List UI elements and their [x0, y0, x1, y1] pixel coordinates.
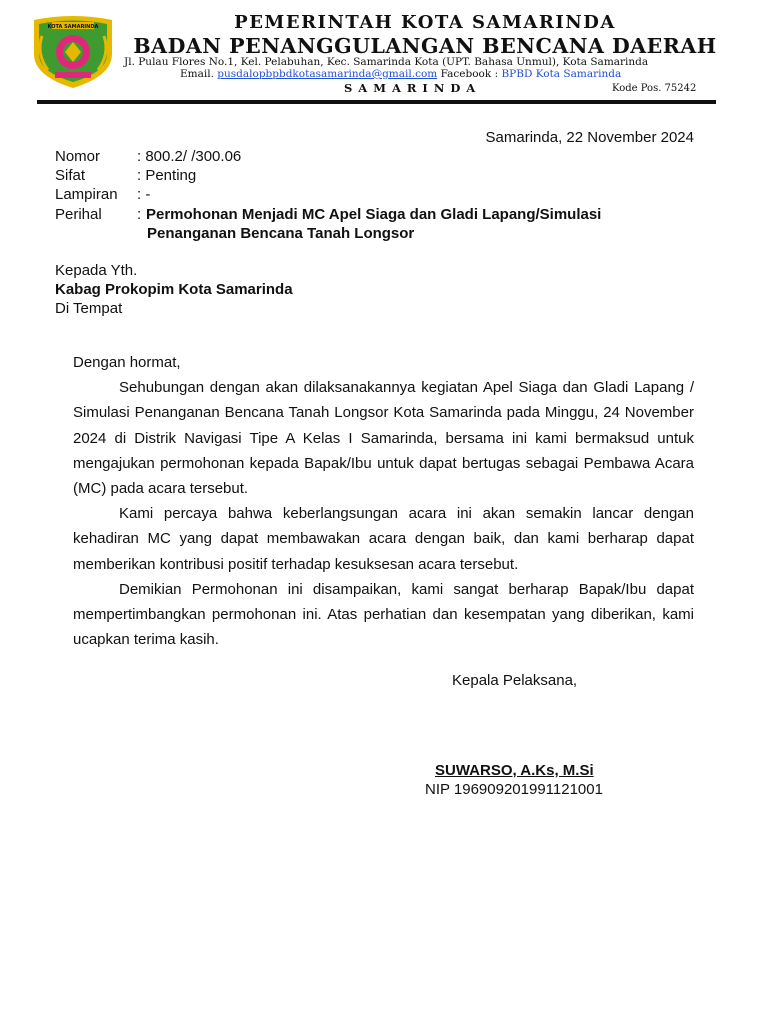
body-paragraph: Kami percaya bahwa keberlangsungan acara ini akan semakin lancar dengan kehadiran MC yang dapat membawakan acara dengan baik, dan kami berharap dapat memberikan kontribusi positif terhadap kesuksesan acara tersebut. — [73, 505, 694, 573]
email-link[interactable]: pusdalopbpbdkotasamarinda@gmail.com — [217, 68, 438, 80]
letter-date: Samarinda, 22 November 2024 — [485, 129, 694, 146]
signature-nip: NIP 196909201991121001 — [425, 781, 603, 798]
letterhead-government: PEMERINTAH KOTA SAMARINDA — [234, 12, 616, 33]
letterhead-agency: BADAN PENANGGULANGAN BENCANA DAERAH — [133, 34, 717, 58]
field-label-perihal: Perihal — [55, 206, 102, 223]
field-value-sifat: : Penting — [137, 167, 197, 184]
letterhead-postal-code: Kode Pos. 75242 — [612, 83, 697, 94]
greeting: Dengan hormat, — [73, 354, 181, 371]
kota-samarinda-logo — [28, 14, 118, 90]
addressee-name: Kabag Prokopim Kota Samarinda — [55, 281, 293, 298]
letter-body — [73, 350, 694, 652]
field-label-sifat: Sifat — [55, 167, 86, 184]
signature-title: Kepala Pelaksana, — [452, 672, 578, 689]
signature-name: SUWARSO, A.Ks, M.Si — [435, 762, 594, 779]
facebook-label: Facebook : — [437, 68, 502, 80]
body-paragraph: Sehubungan dengan akan dilaksanakannya kegiatan Apel Siaga dan Gladi Lapang / Simulasi Penanganan Bencana Tanah Longsor Kota Samarinda pada Minggu, 24 November 2024 di Distrik Navigasi Tipe A Kelas I Samarinda, bersama ini kami bermaksud untuk mengajukan permohonan kepada Bapak/Ibu untuk dapat bertugas sebagai Pembawa Acara (MC) pada acara tersebut. — [73, 379, 694, 498]
facebook-link[interactable]: BPBD Kota Samarinda — [501, 68, 622, 80]
addressee-place: Di Tempat — [55, 300, 123, 317]
letterhead-divider — [37, 100, 716, 104]
svg-text:KOTA SAMARINDA: KOTA SAMARINDA — [47, 24, 99, 30]
field-value-lampiran: : - — [137, 186, 151, 203]
letterhead-contact — [180, 68, 621, 80]
addressee-intro: Kepada Yth. — [55, 262, 138, 279]
email-label: Email. — [180, 68, 218, 80]
field-value-perihal-colon: : — [137, 206, 142, 223]
field-label-lampiran: Lampiran — [55, 186, 118, 203]
field-value-nomor: : 800.2/ /300.06 — [137, 148, 242, 165]
letterhead-city: SAMARINDA — [344, 81, 482, 95]
subject-line-2: Penanganan Bencana Tanah Longsor — [147, 225, 415, 242]
field-label-nomor: Nomor — [55, 148, 101, 165]
letterhead-address: Jl. Pulau Flores No.1, Kel. Pelabuhan, Kec. Samarinda Kota (UPT. Bahasa Unmul), Kota Samarinda — [124, 56, 649, 68]
subject-line-1: Permohonan Menjadi MC Apel Siaga dan Gladi Lapang/Simulasi — [146, 206, 602, 223]
body-paragraph: Demikian Permohonan ini disampaikan, kami sangat berharap Bapak/Ibu dapat mempertimbangkan permohonan ini. Atas perhatian dan kesempatan yang diberikan, kami ucapkan terima kasih. — [73, 580, 694, 649]
